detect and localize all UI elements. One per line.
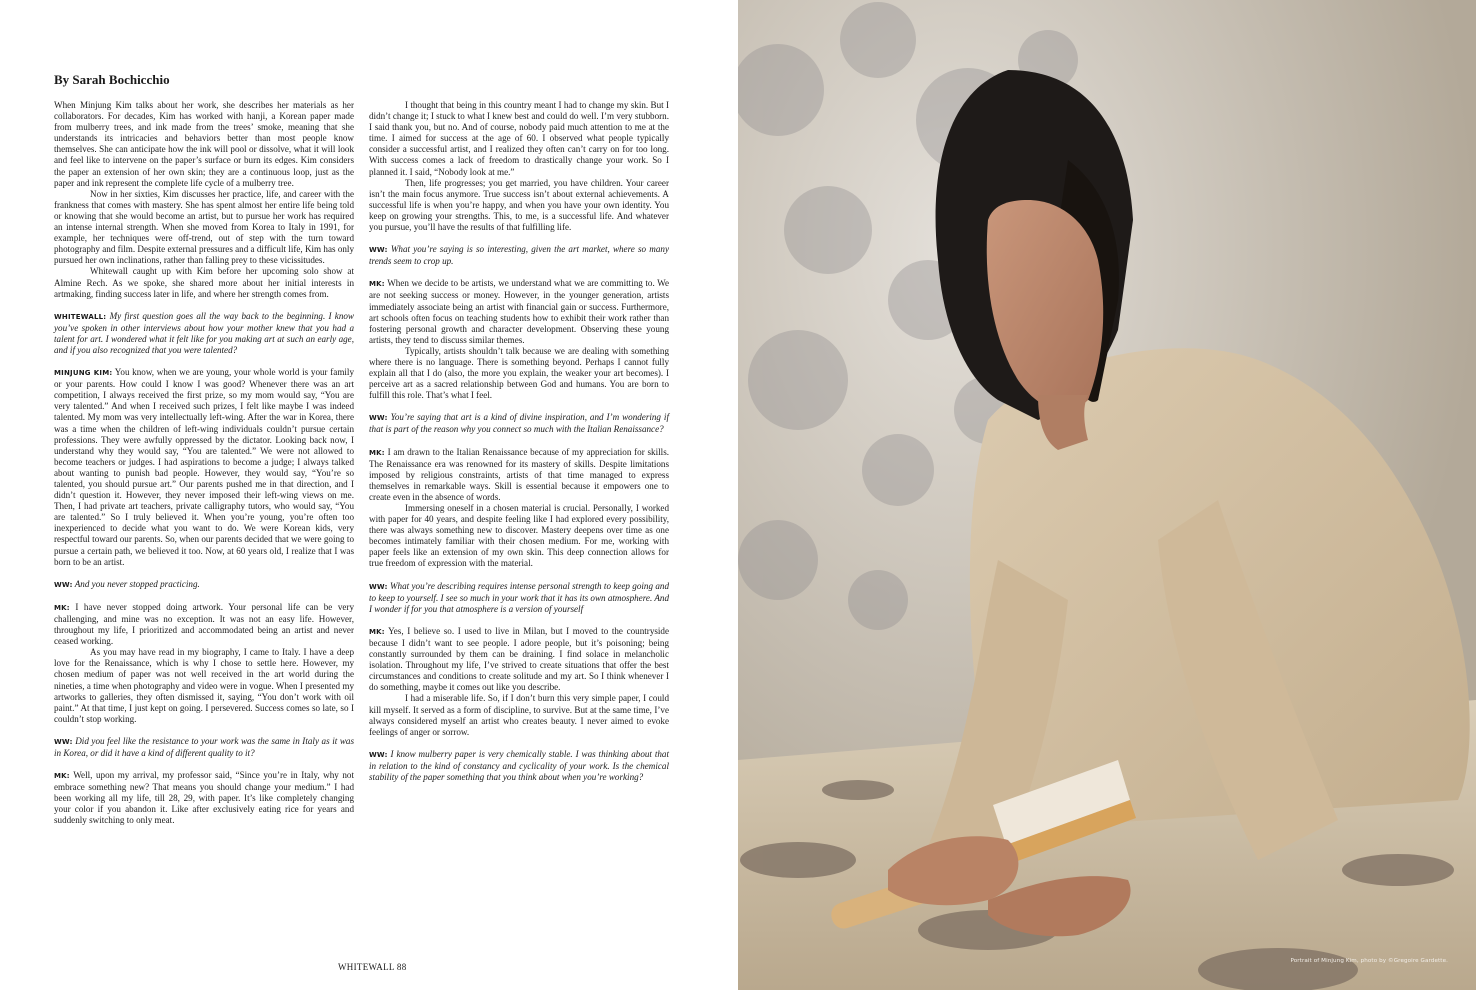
answer-paragraph: Typically, artists shouldn’t talk because we are dealing with something where there is no language. There is something beyond. Perhaps I cannot fully explain all that I do (also, the more you explain, the weaker your art becomes). I perceive art as a sacred relationship between God and humans. You are born to fulfill this role. That’s what I feel. <box>369 345 669 401</box>
answer <box>369 278 669 346</box>
question <box>54 736 354 759</box>
speaker-label: MK: <box>369 280 385 289</box>
answer-paragraph: I thought that being in this country meant I had to change my skin. But I didn’t change it; I stuck to what I knew best and could do well. I’m very stubborn. I said thank you, but no. And of course, nobody paid much attention to me at the time. I aimed for success at the age of 60. I observed what people typically consider a successful artist, and I realized they often can’t carry on for too long. With success comes a lack of freedom to drastically change your work. So I planned it. I said, “Nobody look at me.” <box>369 100 669 177</box>
speaker-label: MK: <box>369 627 385 636</box>
question-text: And you never stopped practicing. <box>74 578 200 589</box>
answer-text: You know, when we are young, your whole world is your family or your parents. How could I know I was good? Whenever there was an art competition, I always received the first prize, so my mom would say, “You are very talented.” And when I received such prizes, I felt like maybe I was indeed talented. My mom was very intellectually left-wing. After the war in Korea, there was a time when the children of left-wing individuals couldn’t pursue certain professions. They were awfully oppressed by the dictator. Looking back now, I understand why they would say, “You are talented.” We were not allowed to become teachers or judges. I had aspirations to become a judge; I always talked about wanting to punish bad people. However, they would say, “You’re so talented, you should pursue art.” Our parents pushed me in that direction, and I didn’t question it. However, they never imposed their left-wing views on me. Then, I had private art teachers, private calligraphy tutors, who would say, “You are talented.” So I truly believed it. When you’re young, you’re often too inexperienced to decide what you want to do. We were Korean kids, very respectful toward our parents. So, when our parents decided that we were going to pursue a certain path, we believed it too. Now, at 60 years old, I realize that I was born to be an artist. <box>54 367 354 567</box>
speaker-label: WW: <box>369 246 388 255</box>
question <box>369 749 669 783</box>
answer-text: When we decide to be artists, we understand what we are committing to. We are not seeking success or money. However, in the younger generation, artists immediately associate being an artist with financial gain or success. Furthermore, art schools often focus on teaching students how to exhibit their work rather than fostering personal growth and character development. Observing these young artists, they tend to discuss similar themes. <box>369 278 670 345</box>
question <box>54 311 354 356</box>
answer-text: Yes, I believe so. I used to live in Milan, but I moved to the countryside because I didn’t want to see people. I adore people, but it’s poisoning; being constantly surrounded by them can be draining. I find solace in melancholic isolation. Throughout my life, I’ve strived to create situations that offer the best circumstances and conditions to create solitude and my art. So I think whenever I do something, maybe it comes out like you describe. <box>369 625 670 693</box>
speaker-label: WW: <box>54 580 73 589</box>
answer <box>54 367 354 568</box>
answer-text: Well, upon my arrival, my professor said, “Since you’re in Italy, why not embrace something new? That means you should change your medium.” I had been working all my life, till 28, 29, with paper. It’s like completely changing your color if you abandon it. Like after exclusively eating rice for years and suddenly switching to only meat. <box>54 770 355 826</box>
question-text: I know mulberry paper is very chemically stable. I was thinking about that in relation to the kind of constancy and cyclicality of your work. Is the chemical stability of the paper something that you think about when you’re working? <box>369 748 670 782</box>
answer-paragraph: Immersing oneself in a chosen material is crucial. Personally, I worked with paper for 40 years, and despite feeling like I had explored every possibility, there was always something new to discover. Mastery deepens over time as one becomes intimately familiar with their chosen medium. For me, working with paper feels like an extension of my own skin. This deep connection allows for true freedom of expression with the material. <box>369 503 669 569</box>
speaker-label: WW: <box>369 750 388 759</box>
question <box>369 244 669 267</box>
speaker-label: WW: <box>369 582 388 591</box>
article-column-right <box>369 100 669 783</box>
photo-caption: Portrait of Minjung Kim, photo by ©Gregoire Gardette. <box>1290 958 1448 964</box>
byline: By Sarah Bochicchio <box>54 72 170 87</box>
question <box>369 412 669 435</box>
question <box>369 581 669 615</box>
speaker-label: MK: <box>369 448 385 457</box>
answer-paragraph: Then, life progresses; you get married, you have children. Your career isn’t the main focus anymore. True success isn’t about external achievements. A successful life is when you’re happy, and when you have your own identity. You keep on growing your strengths. This, to me, is a successful life. And whatever you pursue, you’ll have the results of that fulfilling life. <box>369 177 669 233</box>
answer-paragraph: As you may have read in my biography, I came to Italy. I have a deep love for the Renaissance, which is why I chose to settle here. However, my chosen medium of paper was not well received in the art world during the nineties, a time when photography and video were in vogue. When I presented my artworks to galleries, they often dismissed it, saying, “You don’t work with oil paint.” At that time, I just kept on going. I persevered. Success comes so late, so I couldn’t stop working. <box>54 647 354 724</box>
speaker-label: WW: <box>54 737 73 746</box>
answer <box>369 626 669 694</box>
intro-paragraph: Whitewall caught up with Kim before her upcoming solo show at Almine Rech. As we spoke, she shared more about her initial interests in artmaking, finding success later in life, and where her strength comes from. <box>54 266 354 299</box>
speaker-label: WW: <box>369 414 388 423</box>
answer <box>369 447 669 503</box>
answer-text: I have never stopped doing artwork. Your personal life can be very challenging, and mine was no exception. It was not an easy life. However, throughout my life, I prioritized and accommodated being an artist and never ceased working. <box>54 601 354 647</box>
answer <box>54 770 354 826</box>
speaker-label: WHITEWALL: <box>54 312 107 321</box>
answer-paragraph: I had a miserable life. So, if I don’t burn this very simple paper, I could kill myself. It served as a form of discipline, to survive. But at the same time, I’ve always considered myself an artist who creates beauty. I never aimed to evoke feelings of anger or sorrow. <box>369 693 669 737</box>
speaker-label: MINJUNG KIM: <box>54 369 113 378</box>
portrait-illustration <box>738 0 1476 990</box>
answer-text: I am drawn to the Italian Renaissance because of my appreciation for skills. The Renaissance era was renowned for its mastery of skills. Despite limitations imposed by religious constraints, artists of that time managed to express themselves in remarkable ways. Skill is essential because it empowers one to create even in the absence of words. <box>369 446 670 502</box>
speaker-label: MK: <box>54 772 70 781</box>
intro-paragraph: Now in her sixties, Kim discusses her practice, life, and career with the frankness that comes with mastery. She has spent almost her entire life being told or knowing that she would become an artist, but to pursue her work has required an intense internal strength. When she moved from Korea to Italy in 1991, for example, her techniques were off-trend, out of step with the turn toward photography and film. Despite external pressures and a difficult life, Kim has only pursued her own inclinations, rather than falling prey to these vicissitudes. <box>54 188 354 266</box>
page-folio: WHITEWALL 88 <box>338 962 407 972</box>
intro-paragraph: When Minjung Kim talks about her work, she describes her materials as her collaborators. For decades, Kim has worked with hanji, a Korean paper made from mulberry trees, and ink made from the trees’ smoke, meaning that she understands its intricacies and behaviors better than most people know themselves. She can anticipate how the ink will pool or dissolve, what it will look and feel like to intervene on the paper’s surface or burn its edges. Kim considers the paper an extension of her own skin; they are a continuous loop, just as the paper and ink represent the complete life cycle of a mulberry tree. <box>54 100 354 188</box>
question-text: Did you feel like the resistance to your work was the same in Italy as it was in Korea, or did it have a kind of different quality to it? <box>54 735 354 758</box>
question-text: You’re saying that art is a kind of divine inspiration, and I’m wondering if that is part of the reason why you connect so much with the Italian Renaissance? <box>369 412 669 435</box>
speaker-label: MK: <box>54 603 70 612</box>
article-column-left <box>54 100 354 827</box>
question-text: My first question goes all the way back to the beginning. I know you’ve spoken in other interviews about how your mother knew that you had a talent for art. I wondered what it felt like for you making art at such an early age, and if you also recognized that you were talented? <box>54 310 354 355</box>
question-text: What you’re describing requires intense personal strength to keep going and to keep to yourself. I see so much in your work that it has its own atmosphere. And I wonder if for you that atmosphere is a version of yourself <box>369 580 669 614</box>
portrait-photo <box>738 0 1476 990</box>
question-text: What you’re saying is so interesting, given the art market, where so many trends seem to crop up. <box>369 244 669 267</box>
answer <box>54 602 354 647</box>
question <box>54 579 354 591</box>
